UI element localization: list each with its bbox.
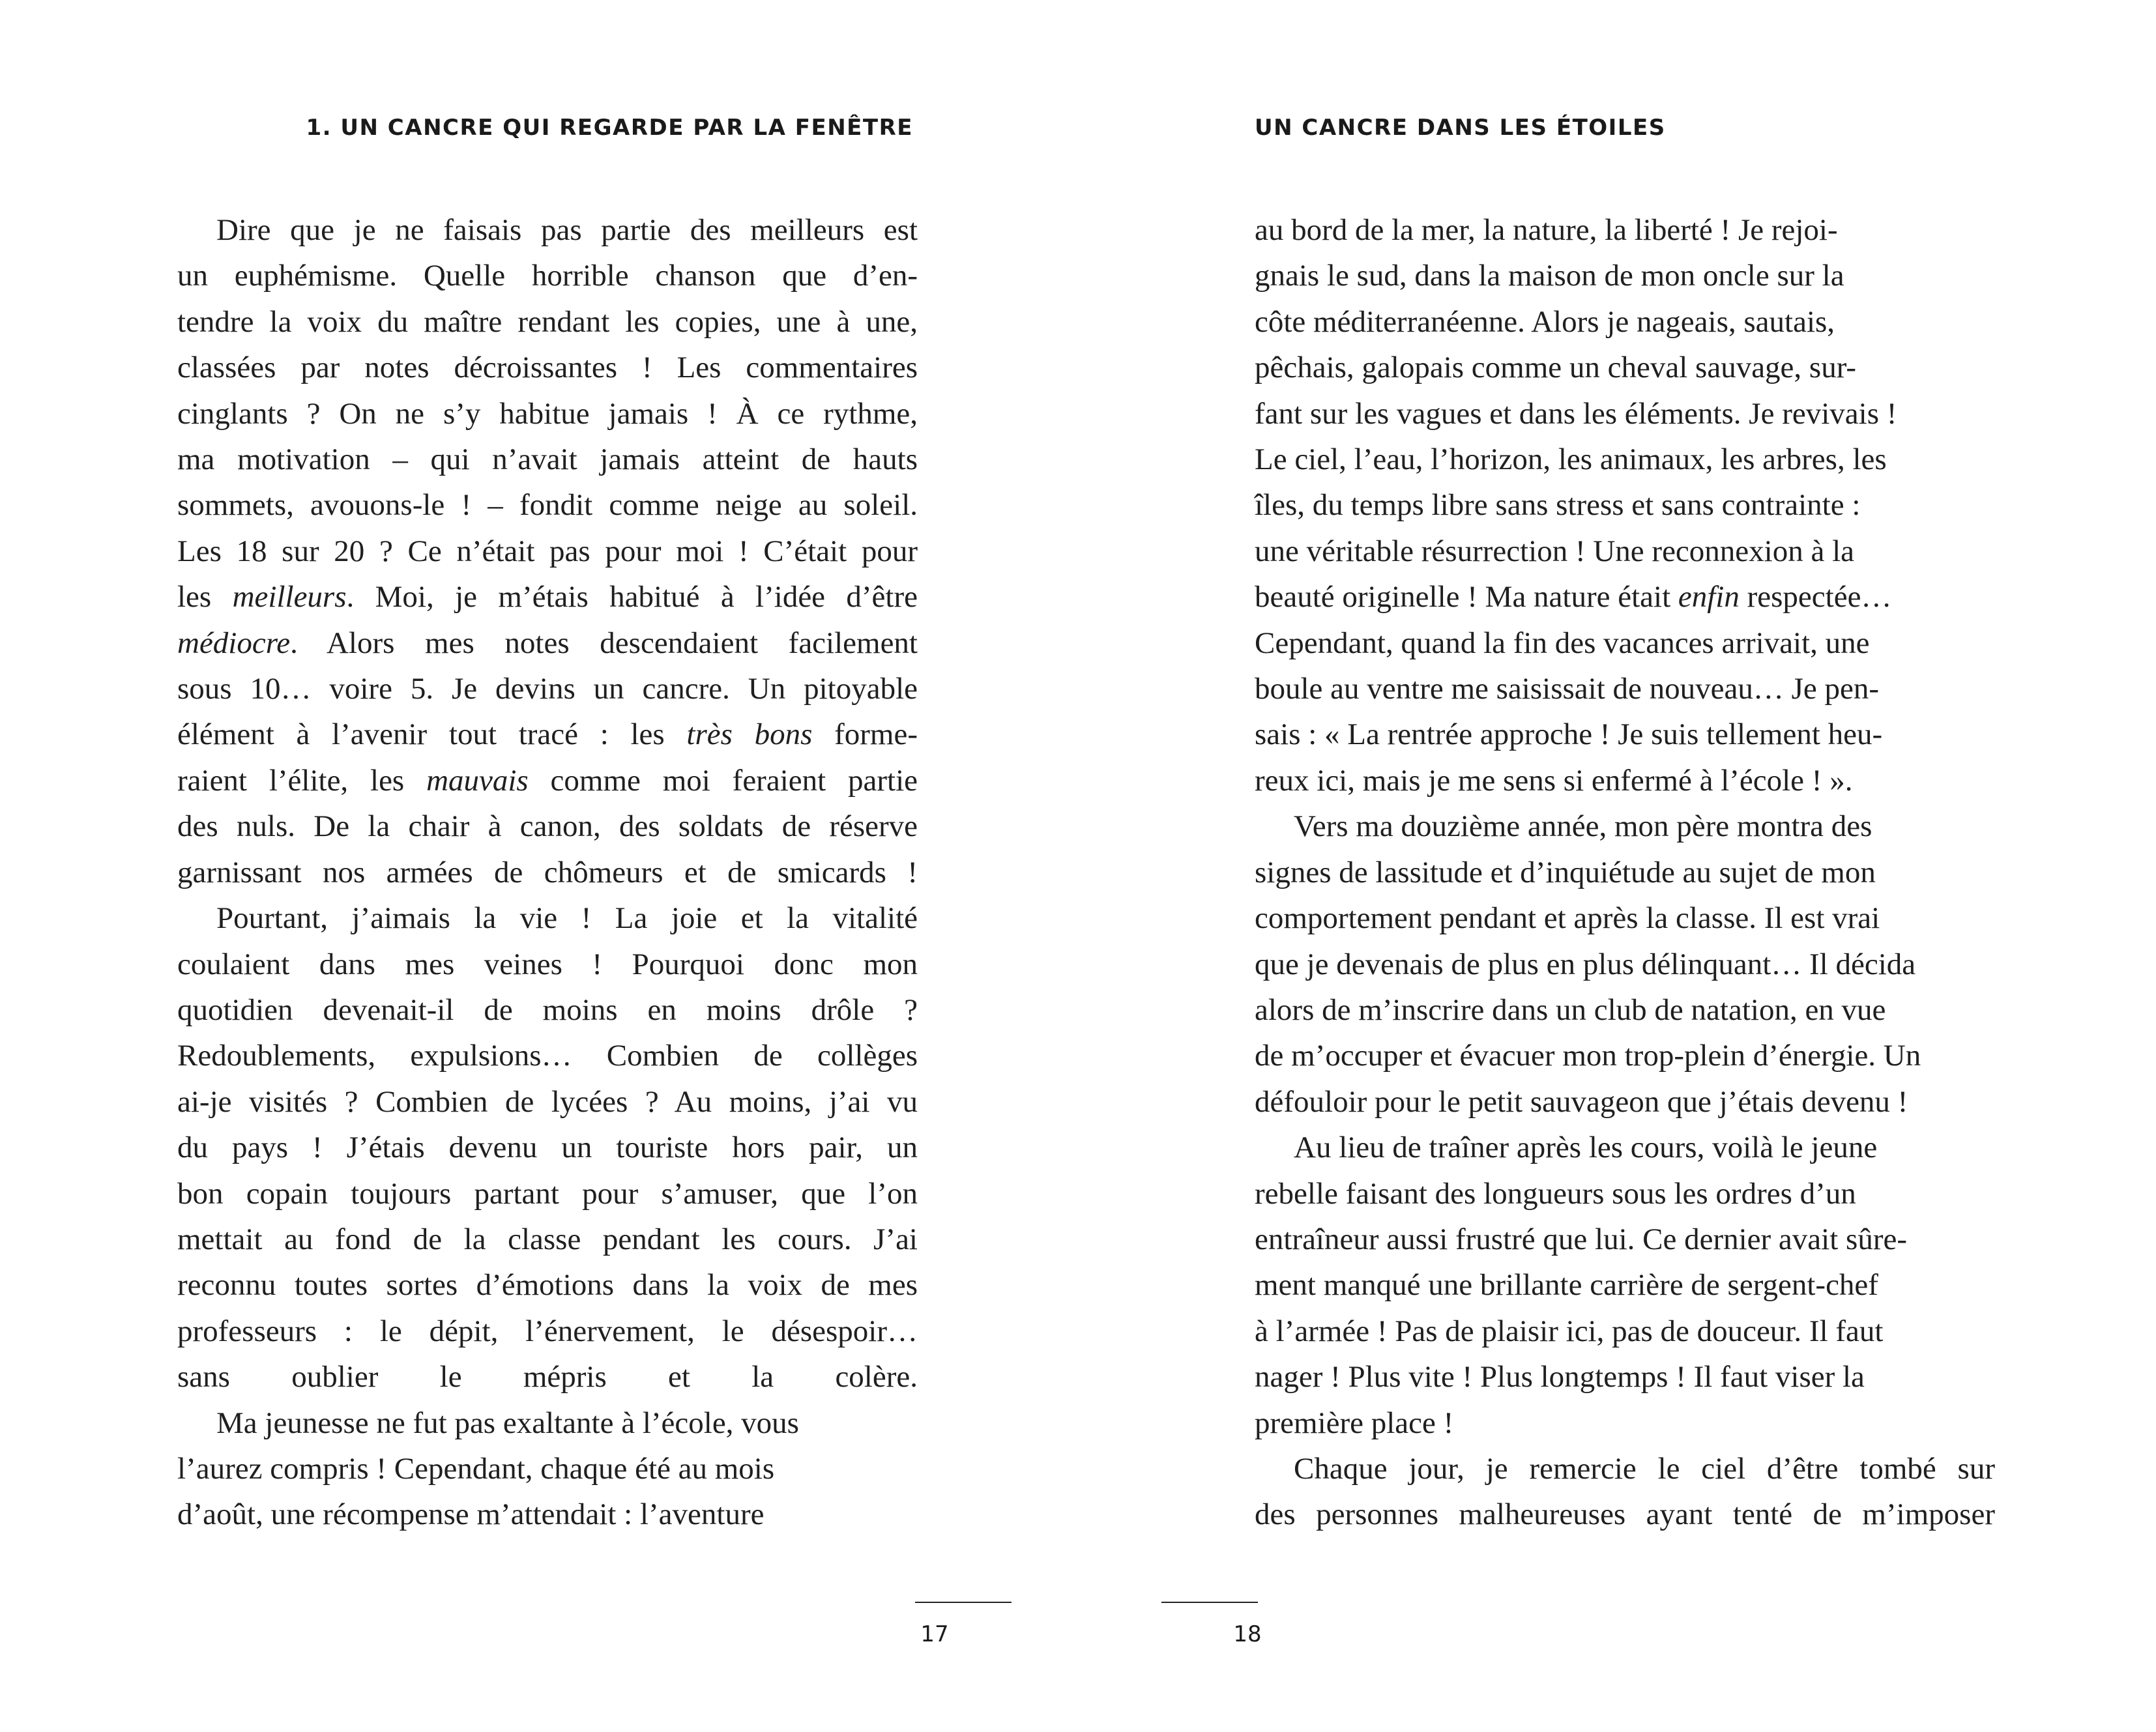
text-line: nager ! Plus vite ! Plus longtemps ! Il faut viser la [1255,1360,1865,1394]
text-line: comportement pendant et après la classe. Il est vrai [1255,901,1880,936]
text-line: garnissant nos armées de chômeurs et de smicards ! [177,855,918,889]
text-line: à l’armée ! Pas de plaisir ici, pas de douceur. Il faut [1255,1314,1884,1348]
text-line: Les 18 sur 20 ? Ce n’était pas pour moi ! C’était pour [177,534,918,568]
text-line: sommets, avouons-le ! – fondit comme neige au soleil. [177,488,918,523]
text-line: signes de lassitude et d’inquiétude au sujet de mon [1255,855,1876,889]
folio-rule [915,1602,1012,1603]
text-line: alors de m’inscrire dans un club de natation, en vue [1255,992,1886,1027]
text-line: îles, du temps libre sans stress et sans contrainte : [1255,488,1861,523]
text-line: sais : « La rentrée approche ! Je suis tellement heu- [1255,717,1883,752]
text-line: entraîneur aussi frustré que lui. Ce dernier avait sûre- [1255,1222,1907,1256]
right-page [1078,0,2156,1732]
text-line: sans oublier le mépris et la colère. [177,1360,918,1394]
text-line: fant sur les vagues et dans les éléments. Je revivais ! [1255,396,1897,431]
folio-rule [1161,1602,1258,1603]
running-head: 1. UN CANCRE QUI REGARDE PAR LA FENÊTRE [306,115,913,141]
body-text [1255,207,1995,1538]
emphasis: très bons [686,717,813,752]
paragraph [1255,1125,1995,1446]
emphasis: mauvais [426,763,529,798]
text-line: Au lieu de traîner après les cours, voilà le jeune [1294,1131,1878,1165]
page-number: 18 [1233,1621,1262,1647]
text-line: un euphémisme. Quelle horrible chanson que d’en- [177,259,918,293]
body-text [177,207,918,1538]
text-line: élément à l’avenir tout tracé : les très bons forme- [177,717,918,752]
text-line: médiocre. Alors mes notes descendaient facilement [177,626,918,660]
text-line: mettait au fond de la classe pendant les cours. J’ai [177,1222,918,1256]
text-line: Cependant, quand la fin des vacances arrivait, une [1255,626,1870,660]
paragraph [177,207,918,895]
text-line: de m’occuper et évacuer mon trop-plein d’énergie. Un [1255,1039,1921,1073]
text-line: défouloir pour le petit sauvageon que j’étais devenu ! [1255,1084,1908,1119]
text-line: quotidien devenait-il de moins en moins drôle ? [177,992,918,1027]
text-line: ai-je visités ? Combien de lycées ? Au moins, j’ai vu [177,1084,918,1119]
text-line: côte méditerranéenne. Alors je nageais, sautais, [1255,304,1835,339]
text-line: Ma jeunesse ne fut pas exaltante à l’école, vous [216,1406,799,1440]
paragraph [177,1400,918,1538]
text-line: gnais le sud, dans la maison de mon oncle sur la [1255,259,1844,293]
text-line: Dire que je ne faisais pas partie des meilleurs est [216,213,918,247]
paragraph [177,895,918,1400]
text-line: Pourtant, j’aimais la vie ! La joie et la vitalité [216,901,918,936]
text-line: première place ! [1255,1406,1454,1440]
text-line: Chaque jour, je remercie le ciel d’être tombé sur [1294,1451,1995,1486]
text-line: classées par notes décroissantes ! Les commentaires [177,351,918,385]
text-line: tendre la voix du maître rendant les copies, une à une, [177,304,918,339]
paragraph [1255,207,1995,803]
text-line: cinglants ? On ne s’y habitue jamais ! À ce rythme, [177,396,918,431]
paragraph [1255,1446,1995,1538]
page-number: 17 [920,1621,949,1647]
text-line: les meilleurs. Moi, je m’étais habitué à l’idée d’être [177,580,918,614]
emphasis: enfin [1678,580,1740,614]
text-line: des nuls. De la chair à canon, des soldats de réserve [177,809,918,844]
text-line: Le ciel, l’eau, l’horizon, les animaux, les arbres, les [1255,442,1887,477]
text-line: professeurs : le dépit, l’énervement, le désespoir… [177,1314,918,1348]
text-line: rebelle faisant des longueurs sous les ordres d’un [1255,1176,1856,1211]
text-line: une véritable résurrection ! Une reconnexion à la [1255,534,1854,568]
text-line: que je devenais de plus en plus délinquant… Il décida [1255,947,1916,981]
running-head: UN CANCRE DANS LES ÉTOILES [1255,115,1666,141]
text-line: raient l’élite, les mauvais comme moi feraient partie [177,763,918,798]
emphasis: meilleurs [232,580,347,614]
text-line: ma motivation – qui n’avait jamais atteint de hauts [177,442,918,477]
text-line: Redoublements, expulsions… Combien de collèges [177,1039,918,1073]
text-line: bon copain toujours partant pour s’amuser, que l’on [177,1176,918,1211]
text-line: boule au ventre me saisissait de nouveau… Je pen- [1255,672,1879,706]
text-line: l’aurez compris ! Cependant, chaque été au mois [177,1451,775,1486]
text-line: des personnes malheureuses ayant tenté de m’imposer [1255,1497,1995,1532]
text-line: du pays ! J’étais devenu un touriste hors pair, un [177,1131,918,1165]
paragraph [1255,803,1995,1125]
text-line: beauté originelle ! Ma nature était enfin respectée… [1255,580,1892,614]
text-line: Vers ma douzième année, mon père montra des [1294,809,1872,844]
text-line: d’août, une récompense m’attendait : l’aventure [177,1497,765,1532]
text-line: reconnu toutes sortes d’émotions dans la voix de mes [177,1268,918,1303]
emphasis: médiocre [177,626,291,660]
text-line: coulaient dans mes veines ! Pourquoi donc mon [177,947,918,981]
text-line: sous 10… voire 5. Je devins un cancre. Un pitoyable [177,672,918,706]
text-line: reux ici, mais je me sens si enfermé à l’école ! ». [1255,763,1853,798]
text-line: au bord de la mer, la nature, la liberté ! Je rejoi- [1255,213,1838,247]
text-line: ment manqué une brillante carrière de sergent-chef [1255,1268,1878,1303]
text-line: pêchais, galopais comme un cheval sauvage, sur- [1255,351,1857,385]
